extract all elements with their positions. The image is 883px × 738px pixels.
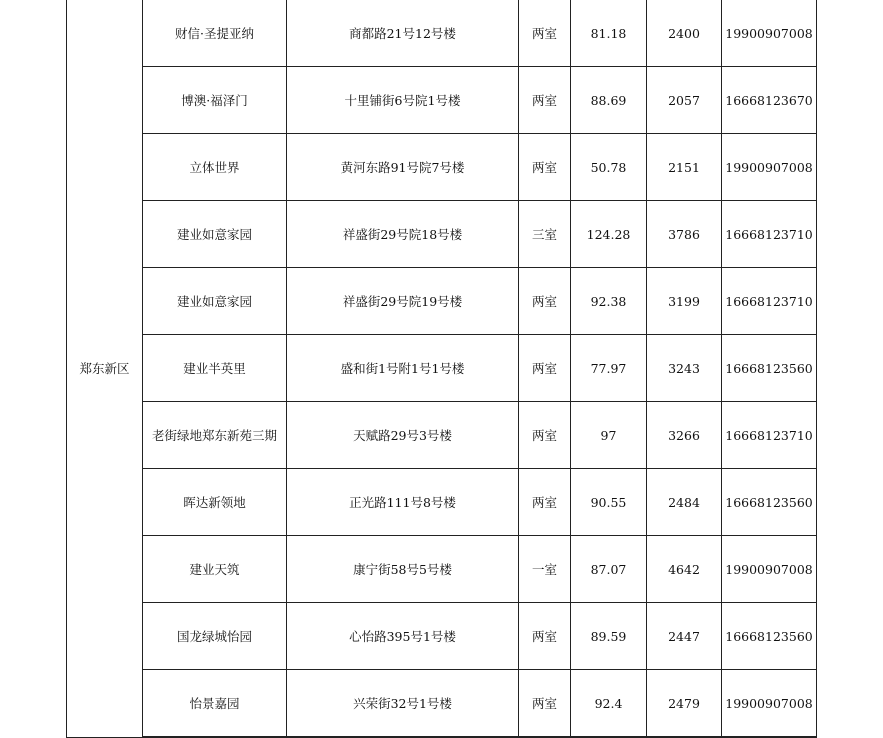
area-cell: 81.18 bbox=[571, 0, 647, 67]
rent-cell: 3243 bbox=[647, 335, 722, 402]
rent-cell: 2151 bbox=[647, 134, 722, 201]
phone-cell: 19900907008 bbox=[722, 0, 817, 67]
layout-cell: 两室 bbox=[519, 402, 571, 469]
layout-cell: 一室 bbox=[519, 536, 571, 603]
community-cell: 建业天筑 bbox=[143, 536, 287, 603]
table-row bbox=[67, 134, 817, 201]
layout-cell: 两室 bbox=[519, 670, 571, 738]
rent-cell: 2057 bbox=[647, 67, 722, 134]
table-row bbox=[67, 603, 817, 670]
district-cell: 郑东新区 bbox=[67, 0, 143, 737]
community-cell: 立体世界 bbox=[143, 134, 287, 201]
layout-cell: 两室 bbox=[519, 335, 571, 402]
table-row bbox=[67, 67, 817, 134]
area-cell: 77.97 bbox=[571, 335, 647, 402]
rent-cell: 3199 bbox=[647, 268, 722, 335]
address-cell: 心怡路395号1号楼 bbox=[287, 603, 519, 670]
phone-cell: 16668123560 bbox=[722, 603, 817, 670]
address-cell: 正光路111号8号楼 bbox=[287, 469, 519, 536]
rent-cell: 3266 bbox=[647, 402, 722, 469]
phone-cell: 19900907008 bbox=[722, 670, 817, 738]
area-cell: 88.69 bbox=[571, 67, 647, 134]
layout-cell: 两室 bbox=[519, 469, 571, 536]
community-cell: 博澳·福泽门 bbox=[143, 67, 287, 134]
community-cell: 建业如意家园 bbox=[143, 201, 287, 268]
phone-cell: 16668123560 bbox=[722, 335, 817, 402]
address-cell: 祥盛街29号院19号楼 bbox=[287, 268, 519, 335]
layout-cell: 两室 bbox=[519, 0, 571, 67]
area-cell: 50.78 bbox=[571, 134, 647, 201]
area-cell: 92.4 bbox=[571, 670, 647, 738]
address-cell: 商都路21号12号楼 bbox=[287, 0, 519, 67]
community-cell: 建业半英里 bbox=[143, 335, 287, 402]
community-cell: 国龙绿城怡园 bbox=[143, 603, 287, 670]
housing-table bbox=[66, 0, 817, 738]
address-cell: 康宁街58号5号楼 bbox=[287, 536, 519, 603]
address-cell: 祥盛街29号院18号楼 bbox=[287, 201, 519, 268]
table-row bbox=[67, 268, 817, 335]
area-cell: 97 bbox=[571, 402, 647, 469]
layout-cell: 三室 bbox=[519, 201, 571, 268]
phone-cell: 16668123710 bbox=[722, 402, 817, 469]
community-cell: 晖达新领地 bbox=[143, 469, 287, 536]
table-row bbox=[67, 0, 817, 67]
table-row bbox=[67, 201, 817, 268]
area-cell: 89.59 bbox=[571, 603, 647, 670]
rent-cell: 3786 bbox=[647, 201, 722, 268]
rent-cell: 2484 bbox=[647, 469, 722, 536]
area-cell: 124.28 bbox=[571, 201, 647, 268]
rent-cell: 2479 bbox=[647, 670, 722, 738]
table-body bbox=[67, 0, 817, 737]
address-cell: 十里铺街6号院1号楼 bbox=[287, 67, 519, 134]
address-cell: 盛和街1号附1号1号楼 bbox=[287, 335, 519, 402]
area-cell: 92.38 bbox=[571, 268, 647, 335]
rent-cell: 2447 bbox=[647, 603, 722, 670]
layout-cell: 两室 bbox=[519, 603, 571, 670]
phone-cell: 16668123710 bbox=[722, 201, 817, 268]
rent-cell: 2400 bbox=[647, 0, 722, 67]
area-cell: 90.55 bbox=[571, 469, 647, 536]
layout-cell: 两室 bbox=[519, 268, 571, 335]
area-cell: 87.07 bbox=[571, 536, 647, 603]
address-cell: 兴荣街32号1号楼 bbox=[287, 670, 519, 738]
rent-cell: 4642 bbox=[647, 536, 722, 603]
community-cell: 怡景嘉园 bbox=[143, 670, 287, 738]
phone-cell: 16668123560 bbox=[722, 469, 817, 536]
address-cell: 黄河东路91号院7号楼 bbox=[287, 134, 519, 201]
phone-cell: 16668123710 bbox=[722, 268, 817, 335]
community-cell: 老街绿地郑东新苑三期 bbox=[143, 402, 287, 469]
table-row bbox=[67, 469, 817, 536]
layout-cell: 两室 bbox=[519, 134, 571, 201]
address-cell: 天赋路29号3号楼 bbox=[287, 402, 519, 469]
table-row bbox=[67, 335, 817, 402]
layout-cell: 两室 bbox=[519, 67, 571, 134]
table-row bbox=[67, 670, 817, 738]
table-row bbox=[67, 402, 817, 469]
community-cell: 财信·圣提亚纳 bbox=[143, 0, 287, 67]
phone-cell: 16668123670 bbox=[722, 67, 817, 134]
community-cell: 建业如意家园 bbox=[143, 268, 287, 335]
phone-cell: 19900907008 bbox=[722, 536, 817, 603]
table-row bbox=[67, 536, 817, 603]
phone-cell: 19900907008 bbox=[722, 134, 817, 201]
